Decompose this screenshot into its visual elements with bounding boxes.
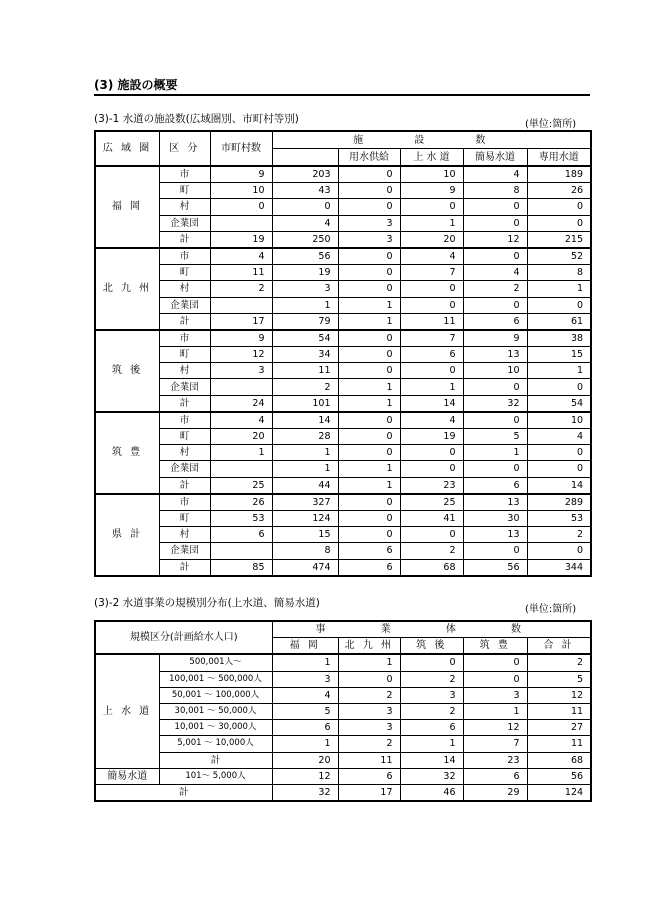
cell-kitakyushu: 3 [338,720,400,736]
cell-water: 20 [400,231,463,248]
header-simple: 簡易水道 [463,149,527,167]
cell-chikugo: 14 [400,752,463,768]
header-municipalities: 市町村数 [210,131,272,166]
table-row [95,559,591,576]
header-division: 区 分 [159,131,210,166]
row-division: 市 [159,330,210,347]
cell-bulk: 0 [338,183,400,199]
cell-bulk: 6 [338,543,400,559]
cell-muni: 24 [210,395,272,412]
cell-chikugo: 1 [400,736,463,752]
cell-total: 11 [527,703,591,719]
cell-water: 68 [400,559,463,576]
cell-total: 11 [272,363,338,379]
cell-water: 19 [400,429,463,445]
cell-bulk: 0 [338,347,400,363]
cell-water: 6 [400,347,463,363]
table-row [95,248,591,265]
facilities-table-body [95,166,591,576]
row-division: 市 [159,166,210,183]
table-row [95,429,591,445]
cell-total: 14 [272,412,338,429]
row-division: 企業団 [159,215,210,231]
cell-simple: 10 [463,363,527,379]
row-division: 村 [159,527,210,543]
row-division: 村 [159,445,210,461]
header-total-blank [272,149,338,167]
cell-private: 14 [527,477,591,494]
table2-unit: (単位:箇所) [525,604,577,615]
cell-chikugo: 46 [400,784,463,801]
cell-total: 250 [272,231,338,248]
cell-water: 7 [400,265,463,281]
cell-bulk: 1 [338,477,400,494]
row-division: 町 [159,183,210,199]
cell-kitakyushu: 2 [338,736,400,752]
cell-chikugo: 32 [400,768,463,784]
cell-fukuoka: 20 [272,752,338,768]
header-scale: 規模区分(計画給水人口) [95,621,272,654]
cell-simple: 0 [463,248,527,265]
cell-simple: 56 [463,559,527,576]
cell-total: 101 [272,395,338,412]
area-name: 福 岡 [95,166,159,248]
cell-water: 41 [400,510,463,526]
row-division: 市 [159,248,210,265]
cell-simple: 0 [463,543,527,559]
row-division: 計 [159,559,210,576]
cell-muni: 4 [210,412,272,429]
table-row [95,671,591,687]
cell-private: 4 [527,429,591,445]
cell-muni [210,543,272,559]
table-row [95,379,591,395]
cell-muni: 1 [210,445,272,461]
cell-muni: 2 [210,281,272,297]
cell-muni: 85 [210,559,272,576]
cell-private: 0 [527,199,591,215]
cell-total: 2 [527,654,591,671]
row-division: 村 [159,281,210,297]
cell-muni: 26 [210,494,272,511]
area-name: 筑 豊 [95,412,159,494]
cell-private: 189 [527,166,591,183]
cell-water: 0 [400,527,463,543]
cell-water: 0 [400,363,463,379]
table-row [95,412,591,429]
scale-range: 50,001 〜 100,000人 [159,687,272,703]
cell-total: 1 [272,297,338,313]
cell-total: 124 [527,784,591,801]
cell-water: 0 [400,445,463,461]
cell-total: 11 [527,736,591,752]
cell-muni: 19 [210,231,272,248]
cell-bulk: 0 [338,265,400,281]
cell-bulk: 0 [338,429,400,445]
header-entities: 事 業 体 数 [272,621,591,638]
cell-total: 474 [272,559,338,576]
cell-water: 9 [400,183,463,199]
cell-bulk: 1 [338,395,400,412]
cell-chikuho: 23 [463,752,527,768]
section-title: (3) 施設の概要 [94,78,590,96]
cell-private: 1 [527,281,591,297]
cell-simple: 9 [463,330,527,347]
header-total: 合 計 [527,638,591,655]
cell-bulk: 1 [338,461,400,477]
row-division: 企業団 [159,461,210,477]
cell-bulk: 3 [338,231,400,248]
table-row [95,313,591,330]
cell-muni: 11 [210,265,272,281]
table-row [95,477,591,494]
cell-total: 203 [272,166,338,183]
water-subtotal-row [95,752,591,768]
cell-kitakyushu: 1 [338,654,400,671]
cell-private: 0 [527,297,591,313]
row-division: 町 [159,429,210,445]
cell-bulk: 1 [338,313,400,330]
cell-muni: 25 [210,477,272,494]
table-row [95,720,591,736]
scale-range: 30,001 〜 50,000人 [159,703,272,719]
cell-simple: 6 [463,477,527,494]
cell-muni: 20 [210,429,272,445]
cell-water: 0 [400,461,463,477]
table-row [95,231,591,248]
cell-total: 54 [272,330,338,347]
cell-simple: 12 [463,231,527,248]
area-name: 北 九 州 [95,248,159,330]
cell-bulk: 0 [338,527,400,543]
row-division: 村 [159,363,210,379]
cell-chikuho: 1 [463,703,527,719]
table-row [95,494,591,511]
row-division: 企業団 [159,543,210,559]
cell-bulk: 0 [338,494,400,511]
scale-distribution-table [94,620,592,802]
cell-total: 44 [272,477,338,494]
cell-chikugo: 6 [400,720,463,736]
header-kitakyushu: 北 九 州 [338,638,400,655]
cell-chikuho: 29 [463,784,527,801]
cell-private: 53 [527,510,591,526]
cell-chikugo: 2 [400,671,463,687]
cell-muni: 53 [210,510,272,526]
cell-water: 10 [400,166,463,183]
cell-chikugo: 0 [400,654,463,671]
cell-bulk: 3 [338,215,400,231]
cell-total: 56 [272,248,338,265]
scale-range: 500,001人〜 [159,654,272,671]
cell-chikuho: 12 [463,720,527,736]
cell-bulk: 0 [338,248,400,265]
header-bulk: 用水供給 [338,149,400,167]
scale-table-body [95,654,591,801]
cell-muni: 6 [210,527,272,543]
table-row [95,297,591,313]
row-division: 計 [159,477,210,494]
cell-muni: 0 [210,199,272,215]
cell-private: 0 [527,461,591,477]
header-facilities: 施 設 数 [272,131,591,149]
header-chikugo: 筑 後 [400,638,463,655]
cell-bulk: 1 [338,297,400,313]
cell-bulk: 0 [338,330,400,347]
cell-muni: 4 [210,248,272,265]
cell-fukuoka: 3 [272,671,338,687]
cell-water: 1 [400,215,463,231]
cell-total: 12 [527,687,591,703]
cell-chikuho: 3 [463,687,527,703]
table-row [95,183,591,199]
table-row [95,363,591,379]
cell-simple: 0 [463,379,527,395]
water-label: 上 水 道 [95,654,159,768]
cell-private: 2 [527,527,591,543]
cell-kitakyushu: 2 [338,687,400,703]
simple-label: 簡易水道 [95,768,159,784]
cell-simple: 4 [463,166,527,183]
cell-simple: 6 [463,313,527,330]
cell-muni: 10 [210,183,272,199]
cell-fukuoka: 5 [272,703,338,719]
cell-total: 15 [272,527,338,543]
cell-fukuoka: 12 [272,768,338,784]
cell-total: 3 [272,281,338,297]
table-row [95,736,591,752]
row-division: 町 [159,265,210,281]
cell-private: 1 [527,363,591,379]
cell-kitakyushu: 17 [338,784,400,801]
cell-bulk: 6 [338,559,400,576]
table2-title: (3)-2 水道事業の規模別分布(上水道、簡易水道) [94,597,320,609]
table-row [95,166,591,183]
row-division: 企業団 [159,379,210,395]
grand-total-row [95,784,591,801]
cell-water: 25 [400,494,463,511]
row-division: 計 [159,395,210,412]
row-division: 町 [159,510,210,526]
cell-muni [210,461,272,477]
cell-total: 0 [272,199,338,215]
cell-private: 0 [527,445,591,461]
cell-total: 124 [272,510,338,526]
cell-chikugo: 2 [400,703,463,719]
table-row [95,265,591,281]
cell-total: 8 [272,543,338,559]
cell-simple: 13 [463,527,527,543]
table-row [95,215,591,231]
cell-bulk: 0 [338,510,400,526]
cell-simple: 30 [463,510,527,526]
cell-private: 0 [527,379,591,395]
scale-range: 100,001 〜 500,000人 [159,671,272,687]
table-row [95,461,591,477]
cell-water: 4 [400,412,463,429]
row-division: 市 [159,412,210,429]
cell-water: 0 [400,297,463,313]
header-area: 広 域 圏 [95,131,159,166]
table1-unit: (単位:箇所) [525,119,577,130]
table-row [95,281,591,297]
cell-simple: 0 [463,215,527,231]
cell-water: 0 [400,199,463,215]
row-division: 企業団 [159,297,210,313]
table-row [95,527,591,543]
cell-total: 43 [272,183,338,199]
cell-private: 38 [527,330,591,347]
cell-private: 26 [527,183,591,199]
cell-total: 1 [272,461,338,477]
area-name: 県 計 [95,494,159,576]
cell-total: 68 [527,752,591,768]
cell-total: 56 [527,768,591,784]
cell-kitakyushu: 0 [338,671,400,687]
cell-simple: 1 [463,445,527,461]
cell-fukuoka: 1 [272,654,338,671]
simple-water-row [95,768,591,784]
row-division: 計 [159,313,210,330]
header-fukuoka: 福 岡 [272,638,338,655]
row-division: 計 [159,231,210,248]
cell-chikuho: 0 [463,654,527,671]
cell-private: 289 [527,494,591,511]
cell-water: 1 [400,379,463,395]
cell-chikuho: 0 [463,671,527,687]
cell-private: 8 [527,265,591,281]
cell-kitakyushu: 6 [338,768,400,784]
cell-water: 4 [400,248,463,265]
header-private: 専用水道 [527,149,591,167]
cell-simple: 32 [463,395,527,412]
cell-chikuho: 7 [463,736,527,752]
cell-bulk: 0 [338,445,400,461]
cell-total: 327 [272,494,338,511]
table-row [95,445,591,461]
cell-total: 2 [272,379,338,395]
cell-simple: 2 [463,281,527,297]
header-water: 上 水 道 [400,149,463,167]
cell-total: 1 [272,445,338,461]
cell-simple: 0 [463,412,527,429]
cell-water: 2 [400,543,463,559]
cell-bulk: 0 [338,199,400,215]
table-row [95,654,591,671]
cell-total: 4 [272,215,338,231]
cell-water: 23 [400,477,463,494]
scale-range: 10,001 〜 30,000人 [159,720,272,736]
row-division: 町 [159,347,210,363]
cell-private: 61 [527,313,591,330]
cell-total: 79 [272,313,338,330]
cell-muni: 9 [210,166,272,183]
cell-bulk: 0 [338,281,400,297]
cell-simple: 13 [463,347,527,363]
scale-range: 5,001 〜 10,000人 [159,736,272,752]
cell-kitakyushu: 3 [338,703,400,719]
grand-total-label: 計 [95,784,272,801]
cell-simple: 5 [463,429,527,445]
table-row [95,510,591,526]
row-division: 村 [159,199,210,215]
header-chikuho: 筑 豊 [463,638,527,655]
cell-private: 10 [527,412,591,429]
cell-private: 54 [527,395,591,412]
cell-simple: 0 [463,199,527,215]
cell-water: 14 [400,395,463,412]
table-row [95,347,591,363]
table-row [95,330,591,347]
cell-private: 15 [527,347,591,363]
row-division: 市 [159,494,210,511]
table-row [95,687,591,703]
cell-muni [210,297,272,313]
cell-fukuoka: 6 [272,720,338,736]
cell-muni [210,215,272,231]
cell-total: 27 [527,720,591,736]
cell-simple: 13 [463,494,527,511]
cell-bulk: 0 [338,412,400,429]
cell-muni [210,379,272,395]
simple-range: 101〜 5,000人 [159,768,272,784]
cell-total: 5 [527,671,591,687]
cell-bulk: 0 [338,363,400,379]
cell-total: 34 [272,347,338,363]
cell-simple: 0 [463,461,527,477]
cell-private: 52 [527,248,591,265]
cell-simple: 4 [463,265,527,281]
cell-bulk: 1 [338,379,400,395]
cell-water: 7 [400,330,463,347]
area-name: 筑 後 [95,330,159,412]
table-row [95,543,591,559]
cell-private: 215 [527,231,591,248]
cell-kitakyushu: 11 [338,752,400,768]
cell-fukuoka: 1 [272,736,338,752]
subtotal-label: 計 [159,752,272,768]
cell-water: 11 [400,313,463,330]
cell-chikugo: 3 [400,687,463,703]
cell-muni: 17 [210,313,272,330]
cell-simple: 0 [463,297,527,313]
cell-fukuoka: 4 [272,687,338,703]
cell-total: 19 [272,265,338,281]
cell-water: 0 [400,281,463,297]
facilities-table [94,130,592,577]
cell-chikuho: 6 [463,768,527,784]
cell-fukuoka: 32 [272,784,338,801]
cell-muni: 9 [210,330,272,347]
cell-private: 344 [527,559,591,576]
cell-private: 0 [527,543,591,559]
cell-muni: 3 [210,363,272,379]
table-row [95,395,591,412]
cell-simple: 8 [463,183,527,199]
cell-total: 28 [272,429,338,445]
cell-muni: 12 [210,347,272,363]
table1-title: (3)-1 水道の施設数(広域圏別、市町村等別) [94,113,299,125]
cell-bulk: 0 [338,166,400,183]
cell-private: 0 [527,215,591,231]
table-row [95,199,591,215]
table-row [95,703,591,719]
